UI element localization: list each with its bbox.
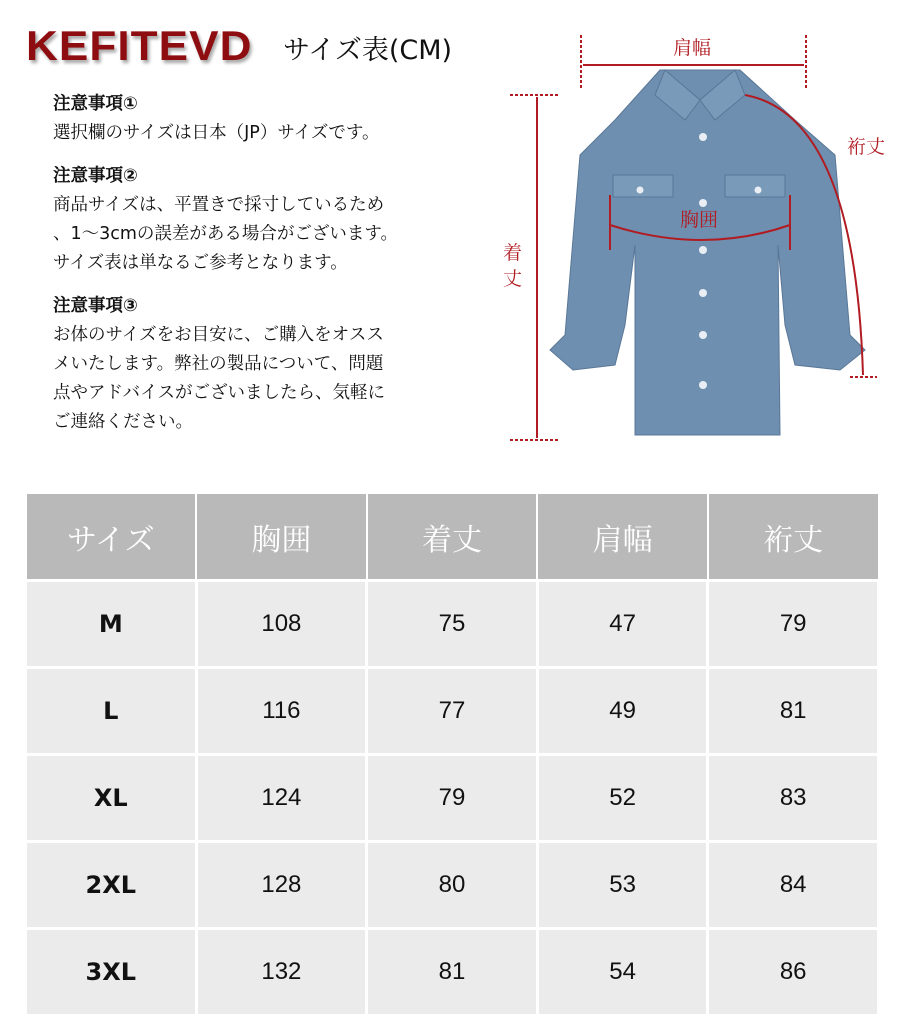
cell-chest: 116 (196, 668, 367, 755)
note-2 (53, 162, 473, 278)
header-shoulder: 肩幅 (537, 493, 708, 581)
cell-shoulder: 52 (537, 755, 708, 842)
sleeve-length-label: 裄丈 (847, 136, 886, 158)
table-row (26, 755, 879, 842)
note-1 (53, 90, 473, 148)
cell-chest: 124 (196, 755, 367, 842)
shirt-measurement-diagram (495, 25, 900, 450)
cell-size: 3XL (26, 929, 197, 1016)
cell-size: 2XL (26, 842, 197, 929)
brand-logo: KEFITEVD (26, 22, 253, 69)
header-sleeve: 裄丈 (708, 493, 879, 581)
header-size: サイズ (26, 493, 197, 581)
table-row (26, 668, 879, 755)
cell-chest: 132 (196, 929, 367, 1016)
cell-shoulder: 54 (537, 929, 708, 1016)
notes (53, 90, 473, 451)
cell-size: L (26, 668, 197, 755)
body-length-label: 着丈 (503, 242, 523, 290)
cell-length: 75 (367, 581, 538, 668)
note-body: 商品サイズは、平置きで採寸しているため 、1～3cmの誤差がある場合がございます。 サイズ表は単なるご参考となります。 (53, 195, 399, 273)
note-title: 注意事項① (53, 94, 138, 114)
cell-sleeve: 79 (708, 581, 879, 668)
note-title: 注意事項② (53, 166, 138, 186)
shirt-illustration (495, 25, 900, 450)
note-body: お体のサイズをお目安に、ご購入をオスス メいたします。弊社の製品について、問題 点やアドバイスがございましたら、気軽に ご連絡ください。 (53, 325, 385, 432)
table-row (26, 581, 879, 668)
cell-sleeve: 86 (708, 929, 879, 1016)
cell-length: 77 (367, 668, 538, 755)
header-length: 着丈 (367, 493, 538, 581)
header-chest: 胸囲 (196, 493, 367, 581)
cell-shoulder: 47 (537, 581, 708, 668)
shoulder-width-label: 肩幅 (673, 37, 712, 59)
cell-length: 80 (367, 842, 538, 929)
cell-sleeve: 81 (708, 668, 879, 755)
table-header-row (26, 493, 879, 581)
cell-sleeve: 83 (708, 755, 879, 842)
table-row (26, 929, 879, 1016)
page-title: サイズ表(CM) (283, 35, 453, 66)
cell-shoulder: 53 (537, 842, 708, 929)
note-title: 注意事項③ (53, 296, 138, 316)
cell-size: M (26, 581, 197, 668)
size-table (24, 492, 880, 1017)
cell-length: 79 (367, 755, 538, 842)
cell-length: 81 (367, 929, 538, 1016)
note-body: 選択欄のサイズは日本（JP）サイズです。 (53, 123, 380, 143)
cell-chest: 108 (196, 581, 367, 668)
chest-label: 胸囲 (680, 209, 719, 231)
cell-size: XL (26, 755, 197, 842)
note-3 (53, 292, 473, 437)
cell-chest: 128 (196, 842, 367, 929)
cell-shoulder: 49 (537, 668, 708, 755)
table-row (26, 842, 879, 929)
cell-sleeve: 84 (708, 842, 879, 929)
